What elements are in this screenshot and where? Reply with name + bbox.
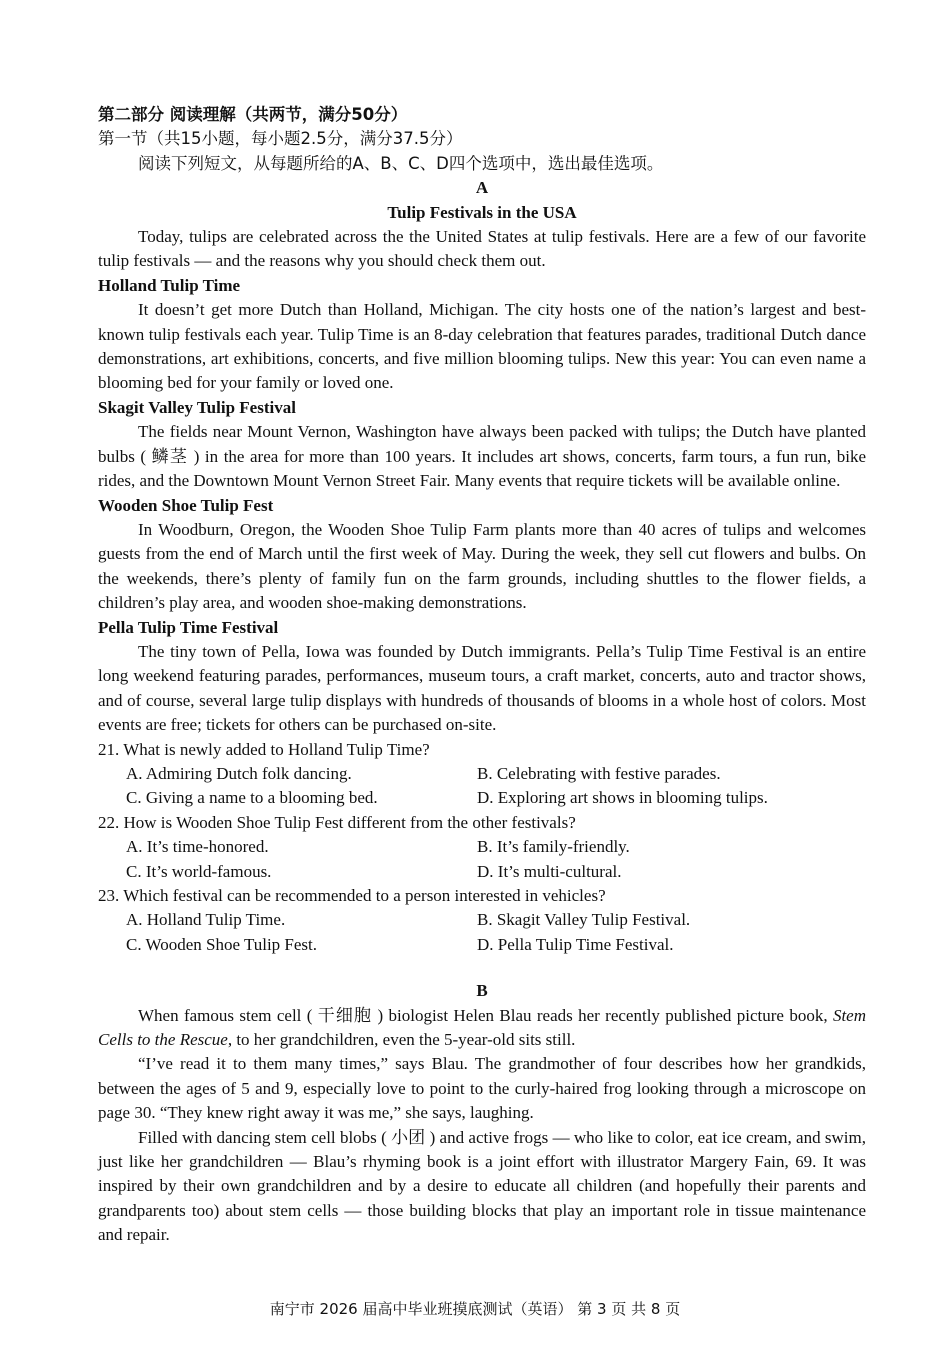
option: C. It’s world-famous.: [126, 861, 272, 881]
festival-text: In Woodburn, Oregon, the Wooden Shoe Tulip Farm plants more than 40 acres of tulips and welcomes guests from the end of March until the first week of May. During the week, they sell cut flowers and bulbs. On the weekends, there’s plenty of family fun on the farm grounds, including shuttles to the flower fields, a children’s play area, and wooden shoe-making demonstrations.: [98, 519, 866, 613]
section-heading: 第一节（共15小题，每小题2.5分，满分37.5分）: [98, 129, 463, 149]
page-content: [98, 103, 866, 1248]
festival-heading: Pella Tulip Time Festival: [98, 617, 279, 637]
option: A. Holland Tulip Time.: [126, 910, 286, 930]
option: B. Celebrating with festive parades.: [477, 763, 721, 783]
option: D. Pella Tulip Time Festival.: [477, 934, 674, 954]
festival-heading: Skagit Valley Tulip Festival: [98, 397, 296, 417]
text-segment: When famous stem cell ( 干细胞 ) biologist Helen Blau reads her recently published picture book,: [138, 1005, 833, 1025]
part-heading: 第二部分 阅读理解（共两节，满分50分）: [98, 105, 408, 124]
text-segment: , to her grandchildren, even the 5-year-old sits still.: [227, 1030, 576, 1050]
festival-heading: Wooden Shoe Tulip Fest: [98, 495, 274, 515]
passage-a-intro: Today, tulips are celebrated across the the United States at tulip festivals. Here are a few of our favorite tulip festivals — and the reasons why you should check them out.: [98, 227, 866, 271]
passage-b-paragraph: “I’ve read it to them many times,” says Blau. The grandmother of four describes how her grandkids, between the ages of 5 and 9, especially love to point to the curly-haired frog looking through a microscope on page 30. “They knew right away it was me,” she says, laughing.: [98, 1054, 866, 1123]
passage-a-letter: A: [475, 178, 489, 198]
instruction: 阅读下列短文，从每题所给的A、B、C、D四个选项中，选出最佳选项。: [138, 153, 664, 173]
festival-heading: Holland Tulip Time: [98, 275, 241, 295]
question-options: [98, 762, 866, 811]
festival-text: The fields near Mount Vernon, Washington have always been packed with tulips; the Dutch have planted bulbs ( 鳞茎 ) in the area for more than 100 years. It includes art shows, concerts, farm tours, a fun run, bike rides, and the Downtown Mount Vernon Street Fair. Many events that require tickets will be available online.: [98, 422, 866, 491]
option: D. Exploring art shows in blooming tulips.: [477, 788, 768, 808]
option: A. It’s time-honored.: [126, 837, 269, 857]
question-stem: 23. Which festival can be recommended to a person interested in vehicles?: [98, 886, 606, 905]
passage-b-paragraph: [98, 1004, 866, 1053]
passage-a-title: Tulip Festivals in the USA: [387, 202, 577, 222]
question-options: [98, 908, 866, 957]
page-footer: 南宁市 2026 届高中毕业班摸底测试（英语） 第 3 页 共 8 页: [269, 1300, 681, 1318]
option: A. Admiring Dutch folk dancing.: [126, 763, 352, 783]
option: C. Wooden Shoe Tulip Fest.: [126, 934, 318, 954]
option: C. Giving a name to a blooming bed.: [126, 788, 378, 808]
festival-text: It doesn’t get more Dutch than Holland, Michigan. The city hosts one of the nation’s largest and best-known tulip festivals each year. Tulip Time is an 8-day celebration that features parades, traditional Dutch dance demonstrations, art exhibitions, concerts, and five million blooming tulips. New this year: You can even name a blooming bed for your family or loved one.: [98, 300, 866, 393]
book-title: Stem Cells to the Rescue: [98, 1005, 866, 1050]
question-stem: 21. What is newly added to Holland Tulip Time?: [98, 739, 430, 759]
question-options: [98, 835, 866, 884]
option: B. It’s family-friendly.: [477, 837, 630, 857]
passage-b-paragraph: Filled with dancing stem cell blobs ( 小团 ) and active frogs — who like to color, eat ice cream, and swim, just like her grandchildren — Blau’s rhyming book is a joint effort with illustrator Margery Fain, 69. It was inspired by their own grandchildren and by a desire to educate all children (and hopefully their parents and grandparents too) about stem cells — those building blocks that play an important role in tissue maintenance and repair.: [98, 1127, 866, 1245]
spacer: [98, 957, 866, 979]
option: D. It’s multi-cultural.: [477, 861, 622, 881]
passage-b-letter: B: [476, 981, 488, 1001]
question-stem: 22. How is Wooden Shoe Tulip Fest different from the other festivals?: [98, 812, 576, 832]
option: B. Skagit Valley Tulip Festival.: [477, 910, 691, 930]
festival-text: The tiny town of Pella, Iowa was founded by Dutch immigrants. Pella’s Tulip Time Festival is an entire long weekend featuring parades, performances, museum tours, a craft market, concerts, auto and tractor shows, and of course, several large tulip displays with hundreds of thousands of blooms in a whole host of colors. Most events are free; tickets for others can be purchased on-site.: [98, 641, 866, 735]
